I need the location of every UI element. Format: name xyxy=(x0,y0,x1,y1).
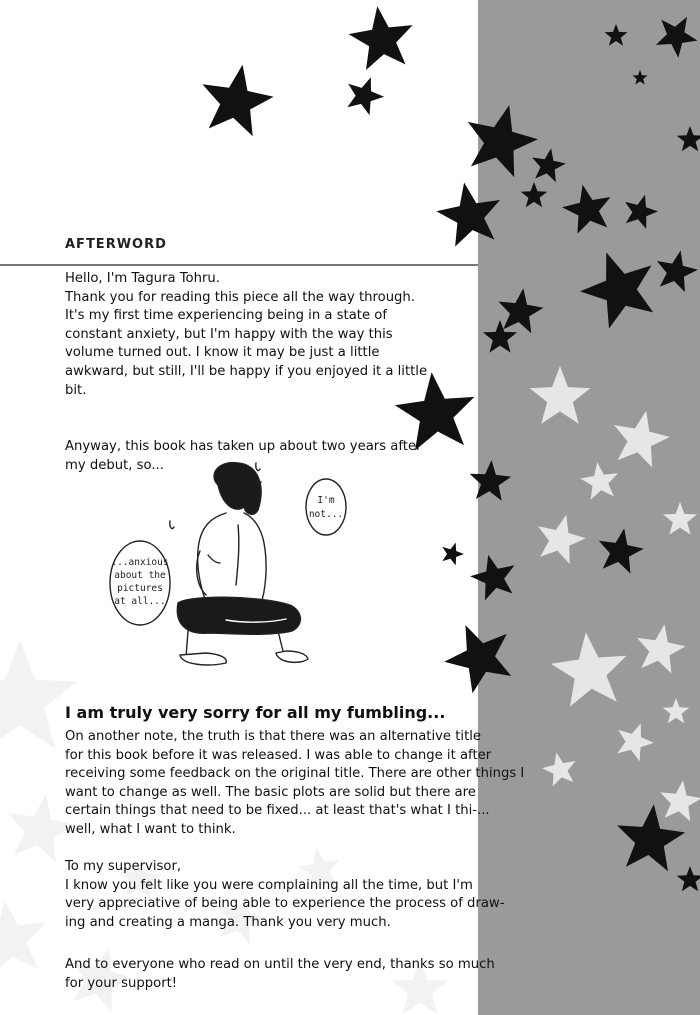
dark-star xyxy=(442,543,464,566)
bubble-right-line-1: I'm xyxy=(317,495,335,506)
apology-heading: I am truly very sorry for all my fumbling... xyxy=(65,703,446,722)
bubble-left-line-4: at all... xyxy=(114,596,166,607)
intro-paragraph: Hello, I'm Tagura Tohru. Thank you for reading this piece all the way through. It's my first time experiencing being in a state of constant anxiety, but I'm happy with the way this volume turned out. I know it may be just a little awkward, but still, I'll be happy if you enjoyed it a little bit. xyxy=(65,271,428,398)
heading-divider xyxy=(0,264,478,266)
bubble-right-line-2: not... xyxy=(308,509,344,520)
dark-star xyxy=(202,65,273,137)
bubble-left-line-2: about the xyxy=(114,570,166,581)
bubble-left-line-3: pictures xyxy=(117,583,163,594)
debut-paragraph: Anyway, this book has taken up about two years after my debut, so... xyxy=(65,439,422,473)
note-paragraph: On another note, the truth is that there was an alternative title for this book before it was released. I was able to change it after receiving some feedback on the original title. There are other things I want to change as well. The basic plots are solid but there are certain things that need to be fixed... at least that's what I thi-... well, what I want to think. xyxy=(65,729,525,837)
bubble-left-line-1: ...anxious xyxy=(111,557,169,568)
illustration-crouching-author xyxy=(108,455,358,680)
dark-star xyxy=(349,6,413,70)
closing-paragraph: And to everyone who read on until the very end, thanks so much for your support! xyxy=(65,957,495,991)
light-star xyxy=(0,900,46,975)
dark-star xyxy=(347,77,384,115)
supervisor-paragraph: To my supervisor, I know you felt like you were complaining all the time, but I'm very appreciative of being able to experience the process of draw- ing and creating a manga. Thank you very much. xyxy=(65,859,505,930)
afterword-heading: AFTERWORD xyxy=(65,237,167,252)
